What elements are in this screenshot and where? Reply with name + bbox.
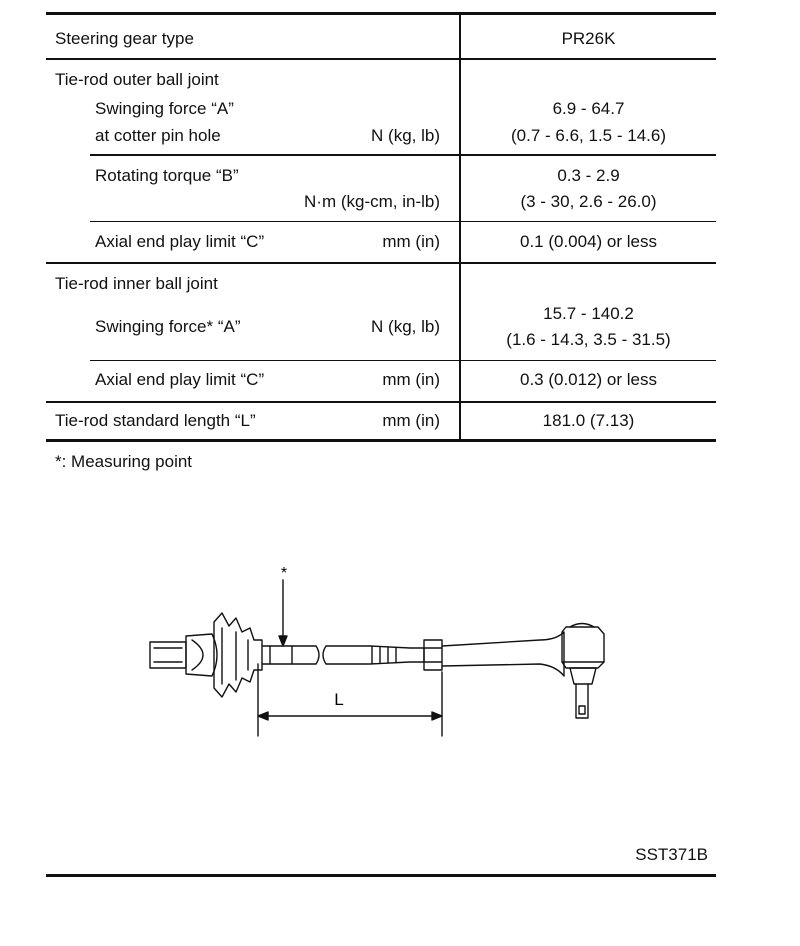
outer-axial-label: Axial end play limit “C” [95, 232, 265, 251]
outer-axial-unit: mm (in) [382, 232, 440, 251]
rack-end [150, 642, 186, 668]
outer-swing-unit: N (kg, lb) [371, 126, 440, 145]
measuring-point-star: * [280, 565, 288, 582]
header-label: Steering gear type [55, 29, 194, 48]
outer-rod [323, 646, 424, 664]
inner-ball-housing [186, 634, 217, 676]
outer-swing-value: 6.9 - 64.7 [552, 99, 625, 118]
length-unit: mm (in) [382, 411, 440, 430]
measuring-point-arrowhead [279, 636, 287, 646]
outer-swing-value-2: (0.7 - 6.6, 1.5 - 14.6) [511, 126, 666, 145]
inner-swing-unit: N (kg, lb) [371, 317, 440, 336]
boot [214, 613, 262, 697]
outer-swing-label-2: at cotter pin hole [95, 126, 221, 145]
dimension-arrow-left [258, 712, 268, 720]
lock-nut [424, 640, 442, 670]
dimension-label: L [334, 690, 344, 709]
dimension-arrow-right [432, 712, 442, 720]
inner-swing-label: Swinging force* “A” [95, 317, 241, 336]
outer-section-title: Tie-rod outer ball joint [55, 70, 219, 89]
outer-swing-label: Swinging force “A” [95, 99, 234, 118]
footnote: *: Measuring point [55, 452, 193, 471]
ball-stud [570, 668, 596, 684]
inner-swing-value-2: (1.6 - 14.3, 3.5 - 31.5) [506, 330, 671, 349]
inner-section-title: Tie-rod inner ball joint [55, 274, 218, 293]
inner-swing-value: 15.7 - 140.2 [543, 304, 634, 323]
outer-torque-value: 0.3 - 2.9 [557, 166, 620, 185]
inner-axial-unit: mm (in) [382, 370, 440, 389]
inner-axial-value: 0.3 (0.012) or less [519, 370, 657, 389]
outer-axial-value: 0.1 (0.004) or less [519, 232, 657, 251]
inner-axial-label: Axial end play limit “C” [95, 370, 265, 389]
figure-code: SST371B [635, 845, 708, 864]
page-bottom-rule [46, 874, 716, 877]
length-label: Tie-rod standard length “L” [55, 411, 256, 430]
outer-torque-label: Rotating torque “B” [95, 166, 239, 185]
outer-torque-value-2: (3 - 30, 2.6 - 26.0) [520, 192, 657, 211]
header-value: PR26K [561, 29, 616, 48]
outer-torque-unit: N·m (kg-cm, in-lb) [304, 192, 440, 211]
tie-rod-end [442, 632, 564, 676]
length-value: 181.0 (7.13) [542, 411, 635, 430]
